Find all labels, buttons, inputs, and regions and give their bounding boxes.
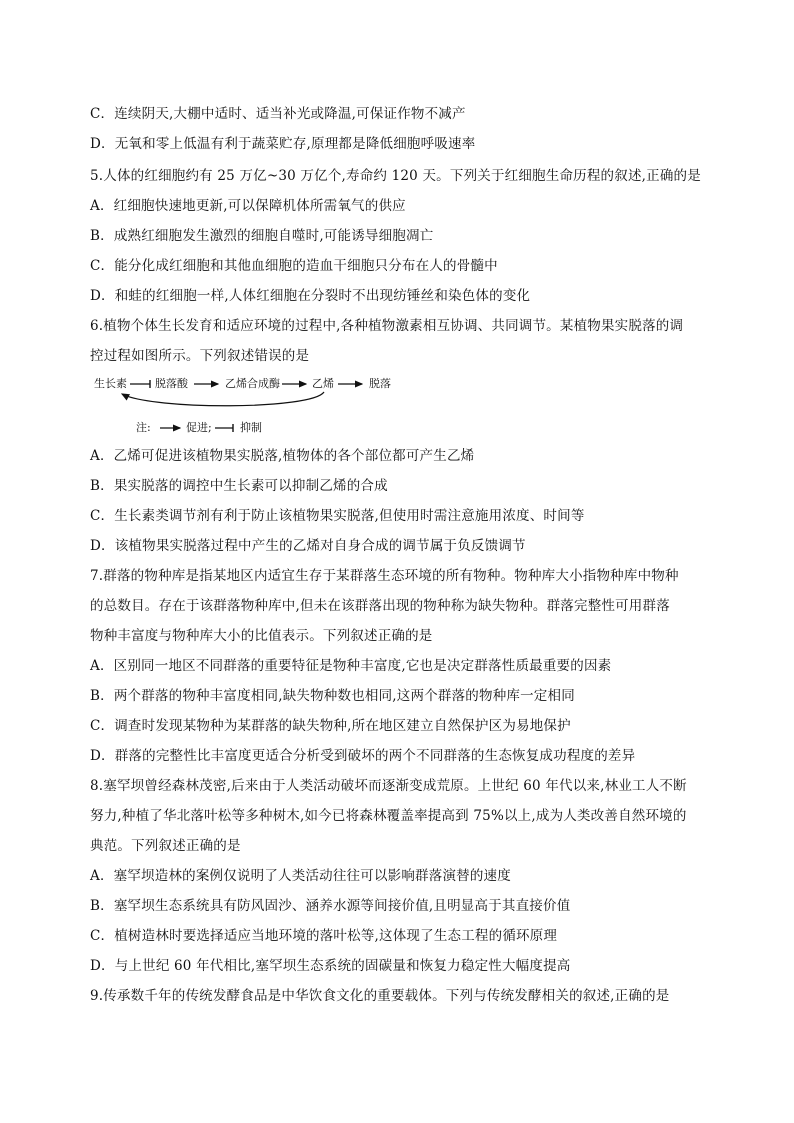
q6-stem-line2: 控过程如图所示。下列叙述错误的是 <box>90 348 310 364</box>
node-auxin: 生长素 <box>94 377 127 390</box>
q6-stem-line1: 6.植物个体生长发育和适应环境的过程中,各种植物激素相互协调、共同调节。某植物果实脱落的调 <box>90 318 684 334</box>
q5-option-b: B．成熟红细胞发生激烈的细胞自噬时,可能诱导细胞凋亡 <box>90 228 434 244</box>
legend-promote-label: 促进; <box>186 421 212 434</box>
q8-option-d: D．与上世纪 60 年代相比,塞罕坝生态系统的固碳量和恢复力稳定性大幅度提高 <box>90 958 571 974</box>
q4-option-c: C．连续阴天,大棚中适时、适当补光或降温,可保证作物不减产 <box>90 106 466 122</box>
q8-option-b: B．塞罕坝生态系统具有防风固沙、涵养水源等间接价值,且明显高于其直接价值 <box>90 898 571 914</box>
q5-option-a: A．红细胞快速地更新,可以保障机体所需氧气的供应 <box>90 198 406 214</box>
node-ethylene: 乙烯 <box>312 377 334 390</box>
q7-option-c: C．调查时发现某物种为某群落的缺失物种,所在地区建立自然保护区为易地保护 <box>90 718 571 734</box>
q6-option-c: C．生长素类调节剂有利于防止该植物果实脱落,但使用时需注意施用浓度、时间等 <box>90 508 585 524</box>
q7-stem-line1: 7.群落的物种库是指某地区内适宜生存于某群落生态环境的所有物种。物种库大小指物种库中物种 <box>90 568 679 584</box>
q7-option-b: B．两个群落的物种丰富度相同,缺失物种数也相同,这两个群落的物种库一定相同 <box>90 688 575 704</box>
q4-option-d: D．无氧和零上低温有利于蔬菜贮存,原理都是降低细胞呼吸速率 <box>90 136 476 152</box>
node-abscisic-acid: 脱落酸 <box>155 377 188 390</box>
q8-stem-line2: 努力,种植了华北落叶松等多种树木,如今已将森林覆盖率提高到 75%以上,成为人类改善自然环境的 <box>90 808 687 824</box>
q8-stem-line1: 8.塞罕坝曾经森林茂密,后来由于人类活动破坏而逐渐变成荒原。上世纪 60 年代以来,林业工人不断 <box>90 778 687 794</box>
q7-option-a: A．区别同一地区不同群落的重要特征是物种丰富度,它也是决定群落性质最重要的因素 <box>90 658 612 674</box>
feedback-arrow-ethylene-auxin <box>122 392 324 406</box>
q9-stem-line1: 9.传承数千年的传统发酵食品是中华饮食文化的重要载体。下列与传统发酵相关的叙述,正确的是 <box>90 988 670 1004</box>
legend-prefix: 注: <box>136 421 151 434</box>
q8-option-c: C．植树造林时要选择适应当地环境的落叶松等,这体现了生态工程的循环原理 <box>90 928 558 944</box>
q7-stem-line3: 物种丰富度与物种库大小的比值表示。下列叙述正确的是 <box>90 628 433 644</box>
q8-option-a: A．塞罕坝造林的案例仅说明了人类活动往往可以影响群落演替的速度 <box>90 868 511 884</box>
q8-stem-line3: 典范。下列叙述正确的是 <box>90 838 241 854</box>
q7-stem-line2: 的总数目。存在于该群落物种库中,但未在该群落出现的物种称为缺失物种。群落完整性可用群落 <box>90 598 670 614</box>
q6-option-d: D．该植物果实脱落过程中产生的乙烯对自身合成的调节属于负反馈调节 <box>90 538 526 554</box>
q5-option-c: C．能分化成红细胞和其他血细胞的造血干细胞只分布在人的骨髓中 <box>90 258 498 274</box>
hormone-regulation-diagram <box>92 372 422 440</box>
q6-option-b: B．果实脱落的调控中生长素可以抑制乙烯的合成 <box>90 478 388 494</box>
legend-inhibit-label: 抑制 <box>240 421 262 434</box>
q6-option-a: A．乙烯可促进该植物果实脱落,植物体的各个部位都可产生乙烯 <box>90 448 475 464</box>
node-ethylene-synthase: 乙烯合成酶 <box>225 377 280 390</box>
q7-option-d: D．群落的完整性比丰富度更适合分析受到破坏的两个不同群落的生态恢复成功程度的差异 <box>90 748 636 764</box>
q5-stem: 5.人体的红细胞约有 25 万亿~30 万亿个,寿命约 120 天。下列关于红细胞生命历程的叙述,正确的是 <box>90 168 701 184</box>
q5-option-d: D．和蛙的红细胞一样,人体红细胞在分裂时不出现纺锤丝和染色体的变化 <box>90 288 531 304</box>
node-abscission: 脱落 <box>369 377 391 390</box>
